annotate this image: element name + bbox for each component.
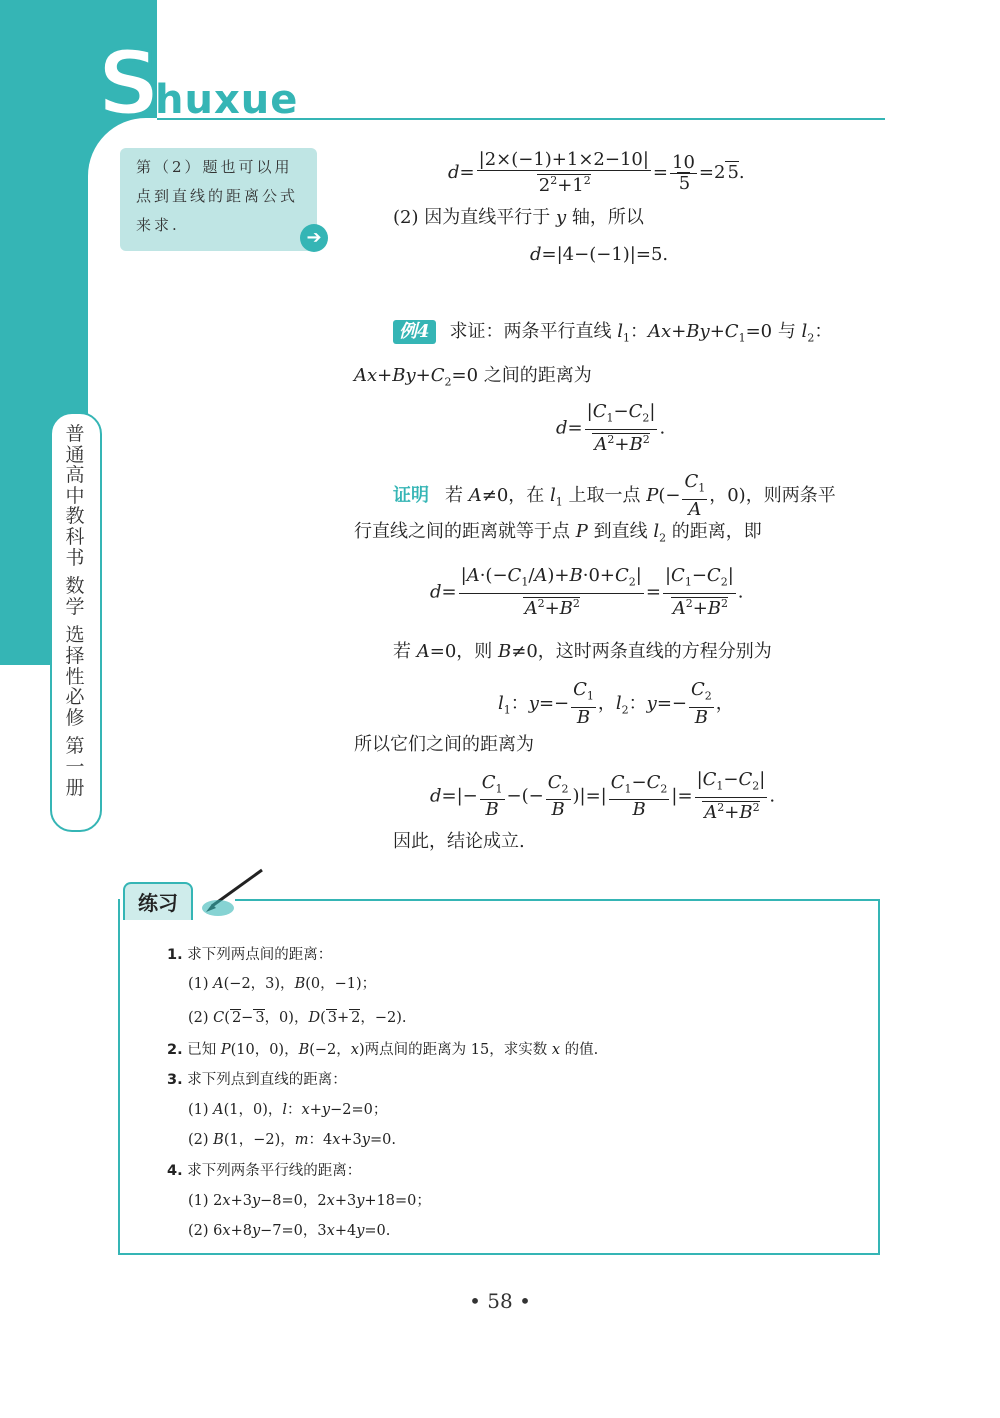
exercise-1: 1. 求下列两点间的距离： — [167, 947, 333, 963]
solution-part2: (2) 因为直线平行于 y 轴，所以 — [393, 207, 644, 228]
exercise-2: 2. 已知 P(10，0)，B(−2，x)两点间的距离为 15，求实数 x 的值. — [167, 1042, 599, 1058]
proof-conclusion: 因此，结论成立. — [393, 831, 525, 852]
exercise-3-2: (2) B(1，−2)，m：4x+3y=0. — [188, 1132, 396, 1148]
brand-initial: S — [97, 32, 161, 135]
brand-rest: huxue — [155, 77, 299, 123]
exercise-4: 4. 求下列两条平行线的距离： — [167, 1163, 362, 1179]
formula-proof1: d= $\frac{|A\cdot(-C_1/A)+B\cdot 0+C_2|}{A^2+B^2}$ = $\frac{|C_1-C_2|}{A^2+B^2}$ . — [430, 565, 744, 619]
example4-statement: 例4 求证：两条平行直线 $l_1$：$Ax+By+C_1=0$ 与 $l_2$： — [393, 320, 832, 351]
example4-statement-cont: $Ax+By+C_2=0$ 之间的距离为 — [354, 365, 592, 389]
exercise-3: 3. 求下列点到直线的距离： — [167, 1072, 347, 1088]
arrow-right-icon: ➔ — [300, 224, 328, 252]
proof-line1: 证明 若 A≠0，在 $l_1$ 上取一点 P(− $\frac{C_1}{A}$ ，0)，则两条平 — [393, 471, 836, 520]
pen-icon — [196, 868, 266, 918]
formula-proof2: d=|− $\frac{C_1}{B}$ −(− $\frac{C_2}{B}$ )|=| $\frac{C_1-C_2}{B}$ |= $\frac{|C_1-C_2|}{A^2+B^2}$ . — [430, 769, 776, 823]
margin-note: 第（2）题也可以用点到直线的距离公式来求. — [120, 148, 317, 251]
formula-d2: d=|4−(−1)|=5. — [530, 244, 669, 265]
side-book-title: 普 通 高 中 教 科 书 数 学 选 择 性 必 修 第 一 册 — [65, 423, 85, 799]
page-number: • 58 • — [469, 1289, 531, 1313]
example-badge: 例4 — [393, 320, 436, 344]
exercise-3-1: (1) A(1，0)，l：x+y−2=0； — [188, 1102, 388, 1118]
exercise-1-2: (2) C( 2− 3，0)，D( 3+ 2，−2). — [188, 1010, 407, 1026]
proof-line2: 行直线之间的距离就等于点 P 到直线 $l_2$ 的距离，即 — [354, 521, 762, 545]
exercise-4-1: (1) 2x+3y−8=0，2x+3y+18=0； — [188, 1193, 431, 1209]
formula-lines: $l_1$：y=− $\frac{C_1}{B}$ ，$l_2$：y=− $\frac{C_2}{B}$ ， — [498, 679, 734, 728]
proof-line4: 所以它们之间的距离为 — [354, 734, 534, 755]
formula-d1: d= $\frac{|2\times(-1)+1\times 2-10|}{2^2+1^2}$ = $\frac{10}{5}$ =2 5. — [448, 149, 745, 196]
proof-line3: 若 A=0，则 B≠0，这时两条直线的方程分别为 — [393, 641, 772, 662]
formula-distance: d= $\frac{|C_1-C_2|}{A^2+B^2}$ . — [556, 401, 666, 455]
exercise-1-1: (1) A(−2，3)，B(0，−1)； — [188, 976, 377, 992]
proof-label: 证明 — [393, 484, 429, 506]
exercise-title: 练习 — [123, 882, 193, 920]
exercise-4-2: (2) 6x+8y−7=0，3x+4y=0. — [188, 1223, 391, 1239]
